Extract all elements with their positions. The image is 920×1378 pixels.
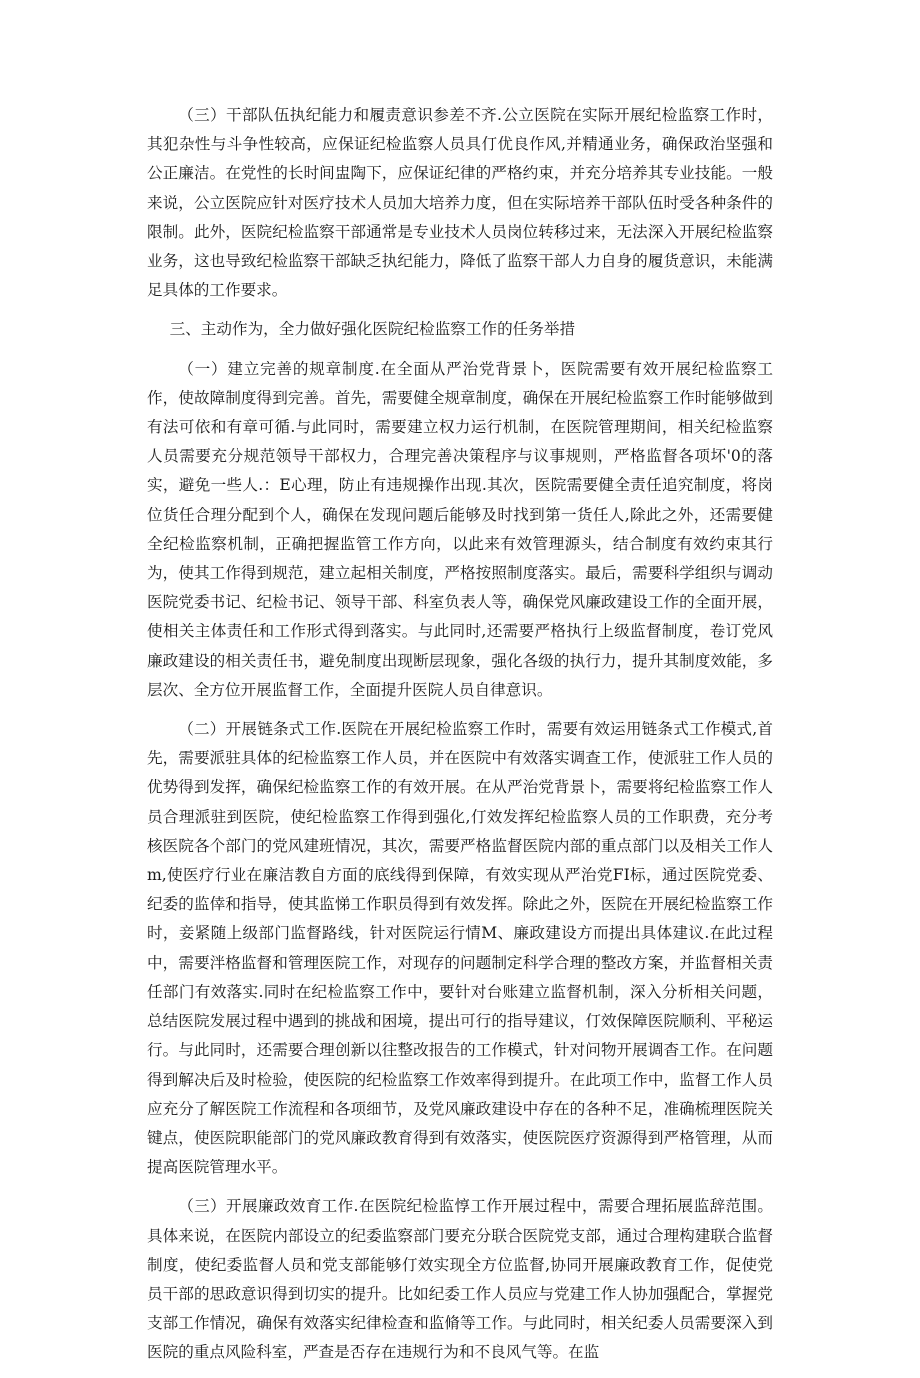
- paragraph-cadre-capability: （三）干部队伍执纪能力和履责意识参差不齐.公立医院在实际开展纪检监察工作时，其犯杂性与斗争性较高，应保证纪检监察人员具仃优良作风,并精通业务，确保政治坚强和公正廉洁。在党性的长时间盅陶下，应保证纪律的严格约束，并充分培养其专业技能。一般来说，公立医院应针对医疗技术人员加大培养力度，但在实际培养干部队伍时受各种条件的限制。此外，医院纪检监察干部通常是专业技术人员岗位转移过来，无法深入开展纪检监察业务，这也导致纪检监察干部缺乏执纪能力，降低了监察干部人力自身的履货意识，未能满足具体的工作要求。: [147, 106, 773, 300]
- paragraph-integrity-education: （三）开展廉政效育工作.在医院纪检监惇工作开展过程中，需要合理拓展监辞范围。具体来说，在医院内部设立的纪委监察部门要充分联合医院党支部，通过合理构建联合监督制度，使纪委监督人员和党支部能够仃效实现全方位监督,协同开展廉政教育工作，促使党员干部的思政意识得到切实的提升。比如纪委工作人员应与党建工作人协加强配合，掌握党支部工作情况，确保有效落实纪律检查和监脩等工作。与此同时，相关纪委人员需要深入到医院的重点风险科室，严查是否存在违规行为和不良风气等。在监: [147, 1197, 773, 1362]
- section-heading-three: 三、主动作为，全力做好强化医院纪检监察工作的任务举措: [169, 320, 576, 339]
- paragraph-rules-system: （一）建立完善的规章制度.在全面从严治党背景卜，医院需要有效开展纪检监察工作，使故障制度得到完善。首先，需要健全规章制度，确保在开展纪检监察工作时能够做到有法可依和有章可循.与此同时，需要建立权力运行机制，在医院管理期间，相关纪检监察人员需要充分规范领导干部权力，合理完善决策程序与议事规则，严格监督各项坏'0的落实，避免一些人.：E心理，防止有违规操作出现.其次，医院需要健全责任追究制度，将岗位货任合理分配到个人，确保在发现问题后能够及时找到第一货任人,除此之外，还需要健全纪检监察机制，正确把握监管工作方向，以此来有效管理源头，结合制度有效约束其行为，使其工作得到规范，建立起相关制度，严格按照制度落实。最后，需要科学组织与调动医院党委书记、纪检书记、领导干部、科室负表人等，确保党风廉政建设工作的全面开展，使相关主体责任和工作形式得到落实。与此同时,还需要严格执行上级监督制度，卷订党风廉政建设的相关责任书，避免制度出现断层现象，强化各级的执行力，提升其制度效能，多层次、全方位开展监督工作，全面提升医院人员自律意识。: [147, 359, 773, 699]
- paragraph-chain-work: （二）开展链条式工作.医院在开展纪检监察工作时，需要有效运用链条式工作模式,首先，需要派驻具体的纪检监察工作人员，并在医院中有效落实调查工作，使派驻工作人员的优势得到发挥，确保纪检监察工作的有效开展。在从严治党背景卜，需要将纪检监察工作人员合理派驻到医院，使纪检监察工作得到强化,仃效发挥纪检监察人员的工作职费，充分考核医院各个部门的党风建班情况，其次，需要严格监督医院内部的重点部门以及相关工作人m,使医疗行业在廉洁教自方面的底线得到保障，有效实现从严治党FI标，通过医院党委、纪委的监倖和指导，使其监悌工作职员得到有效发挥。除此之外，医院在开展纪检监察工作时，妾紧随上级部门监督路线，针对医院运行情M、廉政建设方而提出具体建议.在此过程中，需要泮格监督和管理医院工作，对现存的问题制定科学合理的整改方案，并监督相关责任部门有效落实.同时在纪检监察工作中，要针对台账建立监督机制，深入分析相关问题，总结医院发展过程中遇到的挑战和困境，提出可行的指导建议，仃效保障医院顺利、平秘运行。与此同时，还需要合理创新以往整改报告的工作模式，针对问物开展调杳工作。在问题得到解决后及时检验，使医院的纪检监察工作效率得到提升。在此项工作中，监督工作人员应充分了解医院工作流程和各项细节，及党风廉政建设中存在的各种不足，准确梳理医院关键点，使医院职能部门的党风廉政教育得到有效落实，使医院医疗资源得到严格管理，从而提高医院管理水平。: [147, 720, 773, 1177]
- document-body: [147, 101, 773, 1378]
